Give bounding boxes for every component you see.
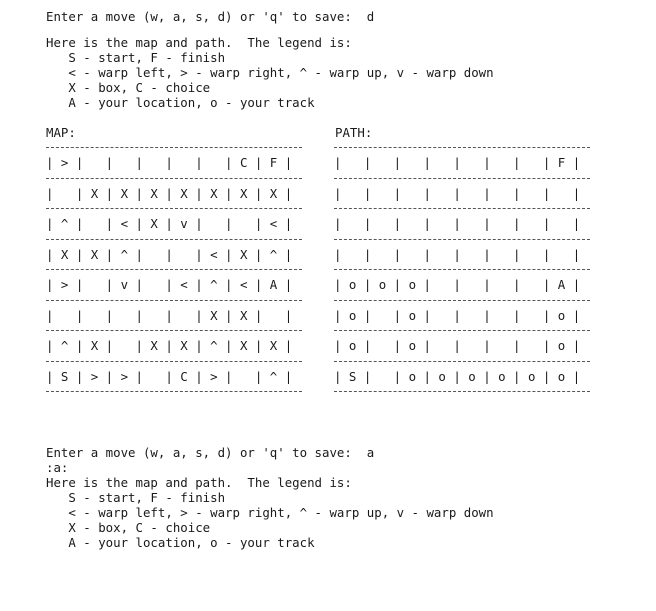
grid-row: | > | | | | | | C | F | [46,155,293,170]
grid-separator [46,330,302,331]
legend-line: < - warp left, > - warp right, ^ - warp up, v - warp down [46,65,494,80]
grid-row: | > | | v | | < | ^ | < | A | [46,277,293,292]
grid-separator [334,147,590,148]
grid-row: | S | | o | o | o | o | o | o | [334,369,581,384]
grid-separator [46,300,302,301]
legend-line: X - box, C - choice [46,520,211,535]
path-label: PATH: [335,125,373,140]
grid-separator [334,330,590,331]
grid-separator [46,239,302,240]
grid-row: | o | o | o | | | | | A | [334,277,581,292]
grid-row: | ^ | | < | X | v | | | < | [46,216,293,231]
grid-separator [46,208,302,209]
grid-separator [334,391,590,392]
grid-separator [46,361,302,362]
grid-separator [46,178,302,179]
legend-line: < - warp left, > - warp right, ^ - warp up, v - warp down [46,505,494,520]
grid-separator [46,391,302,392]
grid-row: | S | > | > | | C | > | | ^ | [46,369,293,384]
grid-row: | o | | o | | | | | o | [334,338,581,353]
legend-line: S - start, F - finish [46,490,226,505]
legend-line: S - start, F - finish [46,50,226,65]
grid-separator [334,300,590,301]
legend-intro: Here is the map and path. The legend is: [46,475,352,490]
legend-line: X - box, C - choice [46,80,211,95]
grid-row: | | | | | | | | | [334,216,581,231]
grid-separator [334,178,590,179]
grid-row: | ^ | X | | X | X | ^ | X | X | [46,338,293,353]
input-echo: :a: [46,460,69,475]
map-label: MAP: [46,125,76,140]
legend-intro: Here is the map and path. The legend is: [46,35,352,50]
grid-separator [334,269,590,270]
grid-row: | | | | | | | | F | [334,155,581,170]
grid-separator [46,269,302,270]
grid-row: | o | | o | | | | | o | [334,308,581,323]
grid-row: | X | X | ^ | | | < | X | ^ | [46,247,293,262]
grid-row: | | | | | | | | | [334,186,581,201]
grid-row: | | | | | | X | X | | [46,308,293,323]
grid-separator [334,208,590,209]
move-prompt: Enter a move (w, a, s, d) or 'q' to save: a [46,445,375,460]
grid-separator [46,147,302,148]
move-prompt: Enter a move (w, a, s, d) or 'q' to save: d [46,9,375,24]
grid-row: | | | | | | | | | [334,247,581,262]
grid-row: | | X | X | X | X | X | X | X | [46,186,293,201]
legend-line: A - your location, o - your track [46,95,315,110]
grid-separator [334,239,590,240]
grid-separator [334,361,590,362]
legend-line: A - your location, o - your track [46,535,315,550]
